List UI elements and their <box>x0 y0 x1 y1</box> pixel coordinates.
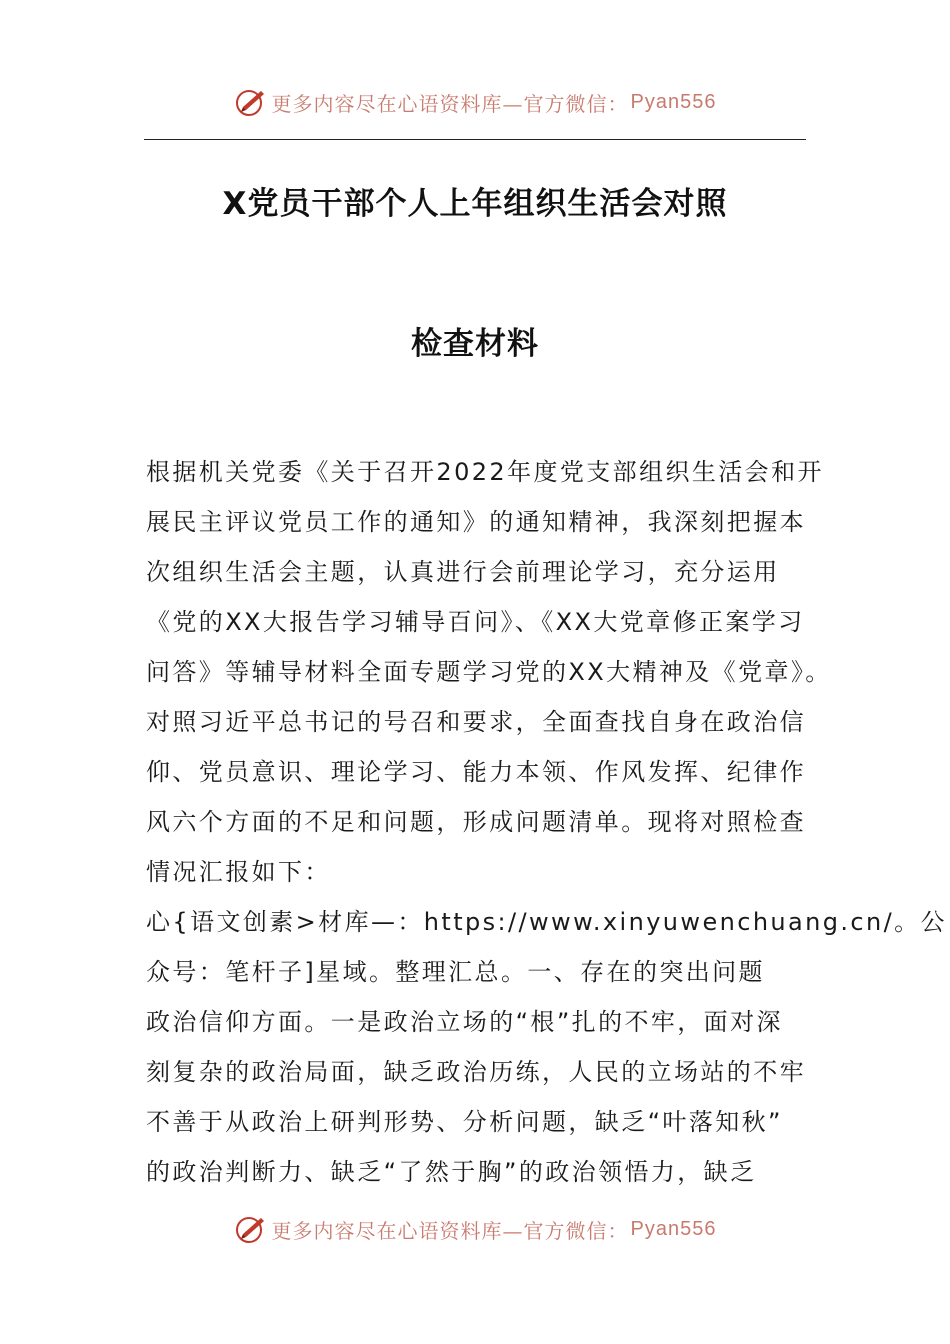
body-line: 次组织生活会主题，认真进行会前理论学习，充分运用 <box>146 558 780 586</box>
pen-logo-icon <box>234 1212 268 1246</box>
body-line: 的政治判断力、缺乏“了然于胸”的政治领悟力，缺乏 <box>146 1158 757 1186</box>
header-watermark <box>0 85 950 119</box>
body-line: 展民主评议党员工作的通知》的通知精神，我深刻把握本 <box>146 508 806 536</box>
body-line: 不善于从政治上研判形势、分析问题，缺乏“叶落知秋” <box>146 1108 783 1136</box>
watermark-text: 更多内容尽在心语资料库—官方微信： <box>271 91 629 116</box>
document-body <box>146 447 947 1197</box>
header-divider <box>144 139 806 140</box>
body-line: 心{语文创素>材库—：https://www.xinyuwenchuang.cn/。公 <box>146 908 947 936</box>
body-line: 众号：笔杆子]星域。整理汇总。一、存在的突出问题 <box>146 958 765 986</box>
body-line: 仰、党员意识、理论学习、能力本领、作风发挥、纪律作 <box>146 758 806 786</box>
body-line: 问答》等辅导材料全面专题学习党的XX大精神及《党章》。 <box>146 658 832 686</box>
watermark-wechat-id: Pyan556 <box>630 90 717 113</box>
body-line: 风六个方面的不足和问题，形成问题清单。现将对照检查 <box>146 808 806 836</box>
footer-watermark <box>0 1212 950 1246</box>
body-line: 政治信仰方面。一是政治立场的“根”扎的不牢，面对深 <box>146 1008 783 1036</box>
pen-logo-icon <box>234 85 268 119</box>
document-title-line-1: X党员干部个人上年组织生活会对照 <box>222 186 728 222</box>
body-line: 根据机关党委《关于召开2022年度党支部组织生活会和开 <box>146 458 824 486</box>
watermark-text: 更多内容尽在心语资料库—官方微信： <box>271 1218 629 1243</box>
body-line: 《党的XX大报告学习辅导百问》、《XX大党章修正案学习 <box>146 608 805 636</box>
document-title-line-2: 检查材料 <box>411 326 539 362</box>
body-line: 情况汇报如下： <box>146 858 331 886</box>
body-line: 对照习近平总书记的号召和要求，全面查找自身在政治信 <box>146 708 806 736</box>
watermark-wechat-id: Pyan556 <box>630 1217 717 1240</box>
body-line: 刻复杂的政治局面，缺乏政治历练，人民的立场站的不牢 <box>146 1058 806 1086</box>
